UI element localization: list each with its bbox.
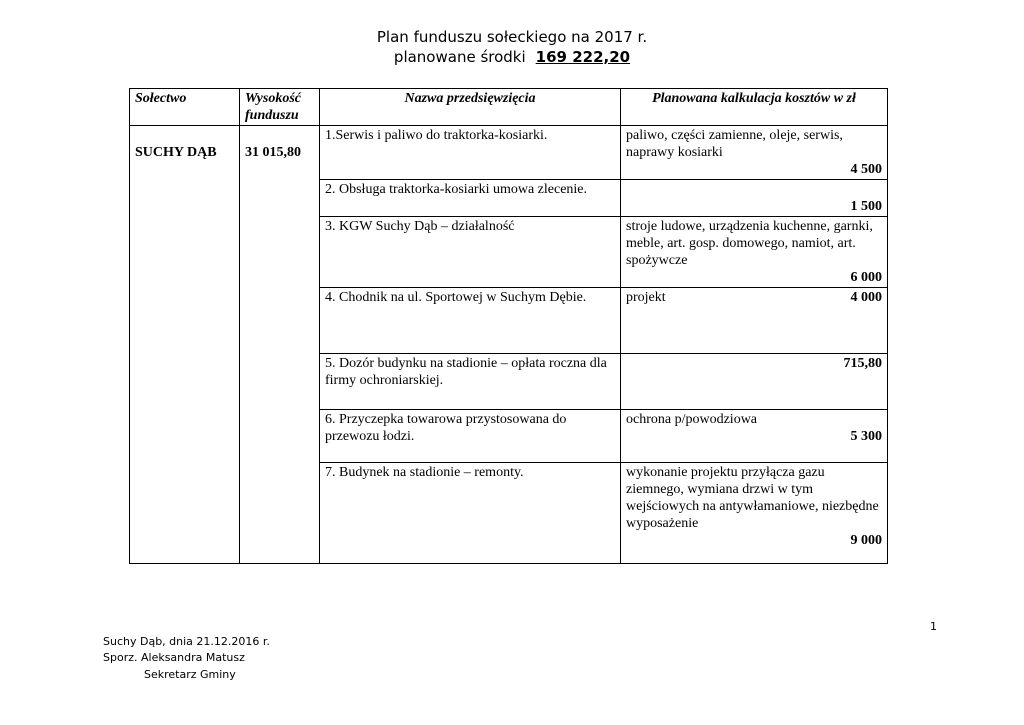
solectwo-cell: SUCHY DĄB xyxy=(130,126,240,564)
col-header-solectwo: Sołectwo xyxy=(130,89,240,126)
cost-amount: 715,80 xyxy=(843,356,882,371)
task-name: 6. Przyczepka towarowa przystosowana do przewozu łodzi. xyxy=(320,410,621,463)
cost-description: wykonanie projektu przyłącza gazu ziemnego, wymiana drzwi w tym wejściowych na antywłamaniowe, niezbędne wyposażenie xyxy=(626,465,879,531)
footer-date: Suchy Dąb, dnia 21.12.2016 r. xyxy=(103,635,270,648)
cost-cell xyxy=(621,180,888,217)
plan-table xyxy=(129,88,888,564)
cost-cell xyxy=(621,410,888,463)
task-name: 1.Serwis i paliwo do traktorka-kosiarki. xyxy=(320,126,621,180)
fundusz-cell: 31 015,80 xyxy=(240,126,320,564)
cost-amount: 4 000 xyxy=(850,290,882,305)
task-name: 3. KGW Suchy Dąb – działalność xyxy=(320,217,621,288)
cost-inline xyxy=(626,289,882,306)
cost-amount: 9 000 xyxy=(850,533,882,548)
cost-description: ochrona p/powodziowa xyxy=(626,412,758,427)
cost-amount: 1 500 xyxy=(850,199,882,214)
cost-description: stroje ludowe, urządzenia kuchenne, garnki, meble, art. gosp. domowego, namiot, art. spożywcze xyxy=(626,219,873,268)
table-header-row xyxy=(130,89,888,126)
task-name: 5. Dozór budynku na stadionie – opłata roczna dla firmy ochroniarskiej. xyxy=(320,354,621,410)
document-title: Plan funduszu sołeckiego na 2017 r. xyxy=(376,28,648,46)
footer-role: Sekretarz Gminy xyxy=(144,668,236,681)
cost-cell xyxy=(621,354,888,410)
document-subtitle xyxy=(0,48,1024,66)
cost-description xyxy=(626,181,882,198)
col-header-kalkulacja: Planowana kalkulacja kosztów w zł xyxy=(621,89,888,126)
table-row xyxy=(130,126,888,180)
cost-description: projekt xyxy=(626,290,666,305)
cost-description: paliwo, części zamienne, oleje, serwis, naprawy kosiarki xyxy=(626,128,843,160)
task-name: 4. Chodnik na ul. Sportowej w Suchym Dębie. xyxy=(320,288,621,354)
footer-author: Sporz. Aleksandra Matusz xyxy=(103,651,245,664)
subtitle-label: planowane środki xyxy=(393,48,526,66)
col-header-nazwa: Nazwa przedsięwzięcia xyxy=(320,89,621,126)
cost-cell xyxy=(621,217,888,288)
cost-cell xyxy=(621,126,888,180)
task-name: 2. Obsługa traktorka-kosiarki umowa zlecenie. xyxy=(320,180,621,217)
cost-amount: 5 300 xyxy=(850,429,882,444)
task-name: 7. Budynek na stadionie – remonty. xyxy=(320,463,621,564)
col-header-fundusz: Wysokość funduszu xyxy=(240,89,320,126)
cost-cell xyxy=(621,288,888,354)
total-amount: 169 222,20 xyxy=(535,48,631,66)
cost-amount: 6 000 xyxy=(850,270,882,285)
cost-cell xyxy=(621,463,888,564)
cost-amount: 4 500 xyxy=(850,162,882,177)
page-number: 1 xyxy=(930,620,937,633)
